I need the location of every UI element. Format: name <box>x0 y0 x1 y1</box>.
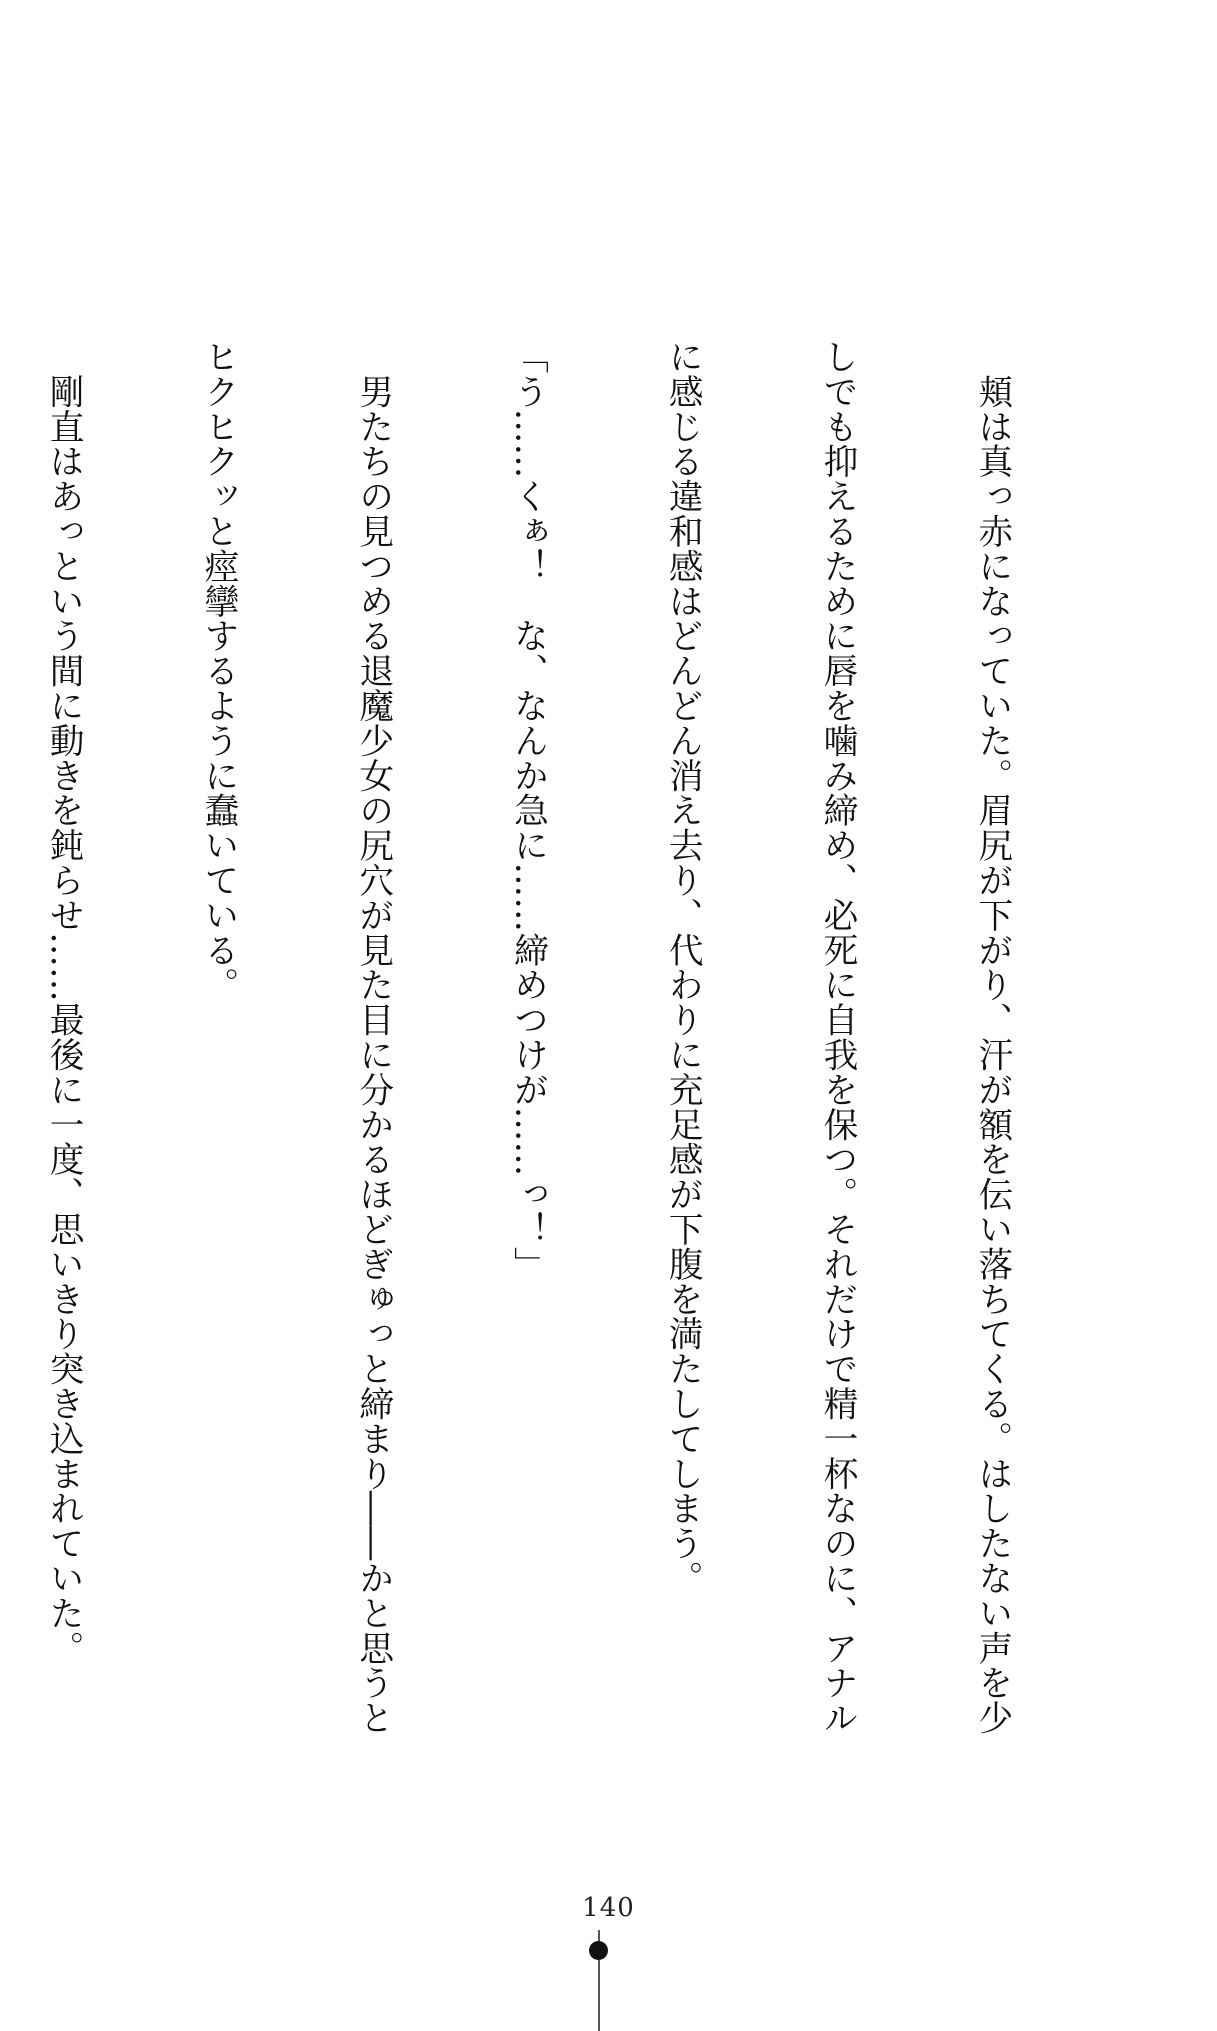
page-marker-dot-icon <box>589 1941 608 1960</box>
text-line: 剛直はあっという間に動きを鈍らせ……最後に一度、思いきり突き込まれていた。 <box>43 339 84 1666</box>
text-line: 頬は真っ赤になっていた。眉尻が下がり、汗が額を伝い落ちてくる。はしたない声を少 <box>971 339 1012 1736</box>
text-line: 男たちの見つめる退魔少女の尻穴が見た目に分かるほどぎゅっと締まり――かと思うと <box>352 339 393 1735</box>
text-line: に感じる違和感はどんどん消え去り、代わりに充足感が下腹を満たしてしまう。 <box>662 339 703 1596</box>
body-text <box>0 339 1120 1736</box>
text-line: ヒクヒクッと痙攣するように蠢いている。 <box>197 339 238 1003</box>
text-line: しでも抑えるために唇を噛み締め、必死に自我を保つ。それだけで精一杯なのに、アナル <box>817 339 858 1735</box>
page-number: 140 <box>582 1893 635 1923</box>
text-line: 「う……くぁ！ な、なんか急に……締めつけが……っ！」 <box>507 339 548 1282</box>
